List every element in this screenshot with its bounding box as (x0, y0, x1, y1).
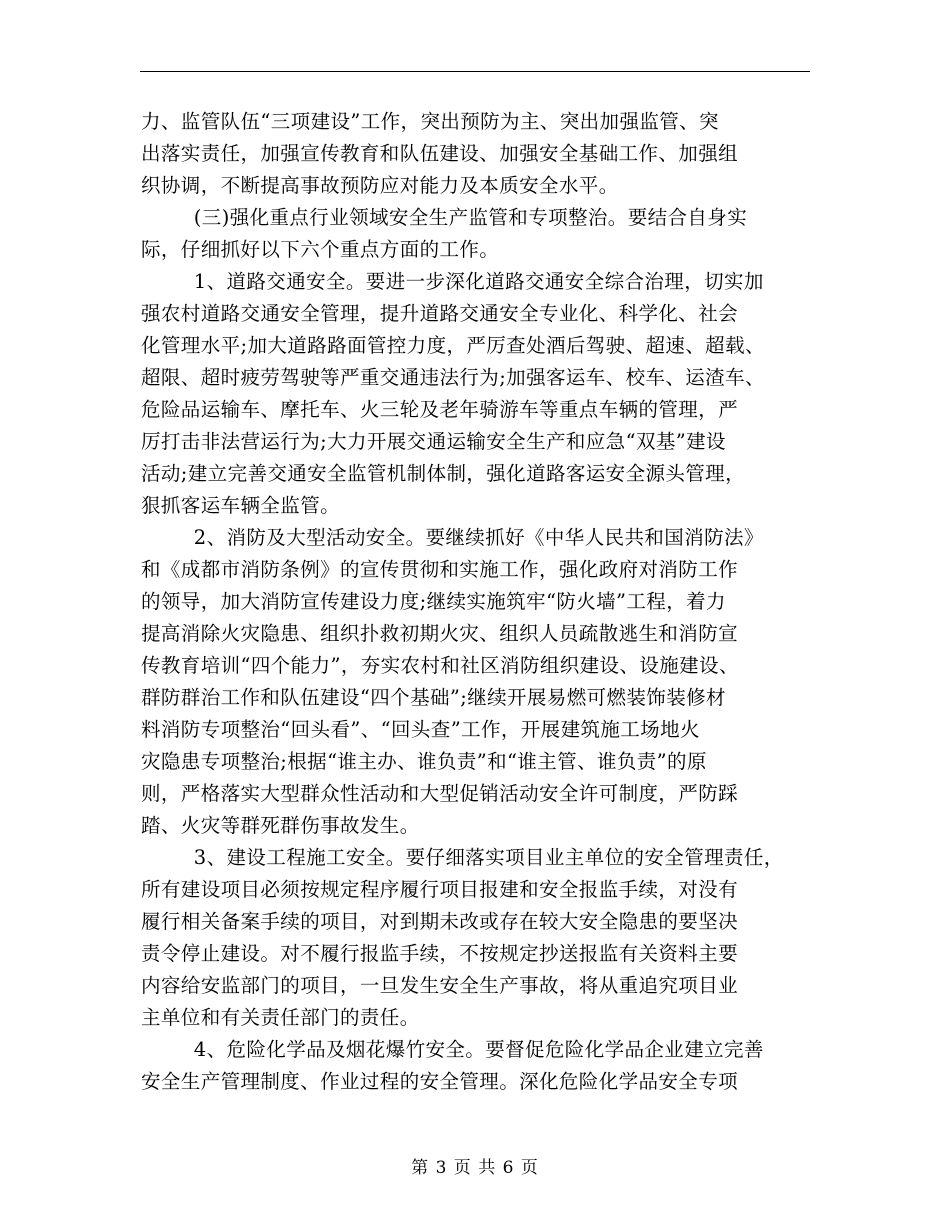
text-line: 则，严格落实大型群众性活动和大型促销活动安全许可制度，严防踩 (141, 782, 739, 805)
text-line: 出落实责任，加强宣传教育和队伍建设、加强安全基础工作、加强组 (141, 142, 739, 165)
text-line: 传教育培训“四个能力”，夯实农村和社区消防组织建设、设施建设、 (141, 654, 739, 677)
text-line: 强农村道路交通安全管理，提升道路交通安全专业化、科学化、社会 (141, 302, 739, 325)
text-line: 所有建设项目必须按规定程序履行项目报建和安全报监手续，对没有 (141, 878, 739, 901)
text-line: 4、危险化学品及烟花爆竹安全。要督促危险化学品企业建立完善 (141, 1038, 764, 1061)
text-line: 履行相关备案手续的项目，对到期未改或存在较大安全隐患的要坚决 (141, 910, 739, 933)
text-line: 内容给安监部门的项目，一旦发生安全生产事故，将从重追究项目业 (141, 974, 739, 997)
page-number: 第 3 页 共 6 页 (411, 1158, 539, 1178)
text-line: 厉打击非法营运行为;大力开展交通运输安全生产和应急“双基”建设 (141, 430, 726, 453)
text-line: 活动;建立完善交通安全监管机制体制，强化道路客运安全源头管理， (141, 462, 745, 485)
text-line: 际，仔细抓好以下六个重点方面的工作。 (141, 238, 500, 261)
body-text (141, 106, 815, 1098)
text-line: 3、建设工程施工安全。要仔细落实项目业主单位的安全管理责任， (141, 846, 784, 869)
text-line: 主单位和有关责任部门的责任。 (141, 1006, 420, 1029)
text-line: 超限、超时疲劳驾驶等严重交通违法行为;加强客运车、校车、运渣车、 (141, 366, 765, 389)
text-line: (三)强化重点行业领域安全生产监管和专项整治。要结合自身实 (141, 206, 748, 229)
text-line: 1、道路交通安全。要进一步深化道路交通安全综合治理，切实加 (141, 270, 764, 293)
text-line: 狠抓客运车辆全监管。 (141, 494, 341, 517)
text-line: 提高消除火灾隐患、组织扑救初期火灾、组织人员疏散逃生和消防宣 (141, 622, 739, 645)
text-line: 踏、火灾等群死群伤事故发生。 (141, 814, 420, 837)
text-line: 灾隐患专项整治;根据“谁主办、谁负责”和“谁主管、谁负责”的原 (141, 750, 707, 773)
text-line: 群防群治工作和队伍建设“四个基础”;继续开展易燃可燃装饰装修材 (141, 686, 726, 709)
text-line: 化管理水平;加大道路路面管控力度，严厉查处酒后驾驶、超速、超载、 (141, 334, 765, 357)
text-line: 织协调，不断提高事故预防应对能力及本质安全水平。 (141, 174, 619, 197)
text-line: 力、监管队伍“三项建设”工作，突出预防为主、突出加强监管、突 (141, 110, 719, 133)
text-line: 料消防专项整治“回头看”、“回头查”工作，开展建筑施工场地火 (141, 718, 700, 741)
text-line: 和《成都市消防条例》的宣传贯彻和实施工作，强化政府对消防工作 (141, 558, 739, 581)
header-rule (140, 71, 810, 72)
text-line: 的领导，加大消防宣传建设力度;继续实施筑牢“防火墙”工程，着力 (141, 590, 726, 613)
text-line: 安全生产管理制度、作业过程的安全管理。深化危险化学品安全专项 (141, 1070, 739, 1093)
text-line: 危险品运输车、摩托车、火三轮及老年骑游车等重点车辆的管理，严 (141, 398, 739, 421)
text-line: 责令停止建设。对不履行报监手续，不按规定抄送报监有关资料主要 (141, 942, 739, 965)
text-line: 2、消防及大型活动安全。要继续抓好《中华人民共和国消防法》 (141, 526, 764, 549)
